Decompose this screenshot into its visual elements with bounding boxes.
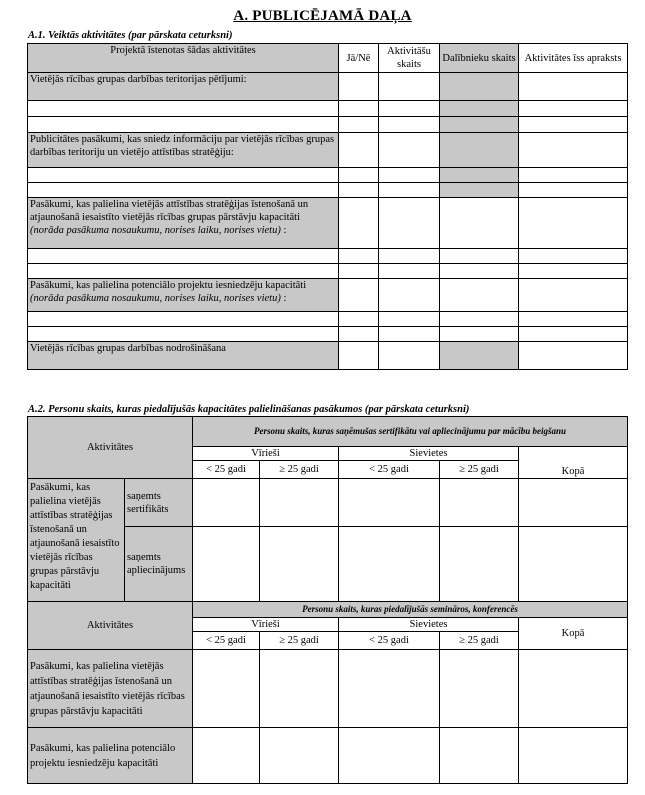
cell-input[interactable] (379, 264, 440, 279)
row-label-lag-capacity-text: Pasākumi, kas palielina vietējās attīstības stratēģijas īstenošanā un atjaunošanā iesaistīto vietējās rīcības grupas pārstāvju kapacitāti (30, 199, 309, 223)
row-label-lag-capacity-note: (norāda pasākuma nosaukumu, norises laiku, norises vietu) (30, 225, 281, 236)
men-header-2: Vīrieši (193, 618, 339, 632)
col-header-yes-no: Jā/Nē (339, 44, 379, 73)
cell-input[interactable] (260, 728, 339, 784)
cell-input[interactable] (379, 198, 440, 249)
cell-input[interactable] (379, 117, 440, 133)
activities-header-2: Aktivitātes (28, 602, 193, 650)
cell-input[interactable] (379, 327, 440, 342)
cell-input[interactable] (379, 312, 440, 327)
cell-input[interactable] (440, 279, 519, 312)
cell-input[interactable] (519, 133, 628, 168)
cell-input[interactable] (519, 168, 628, 183)
cell-input[interactable] (519, 728, 628, 784)
cell-input[interactable] (339, 101, 379, 117)
row-label-applicant-capacity-note: (norāda pasākuma nosaukumu, norises laiku, norises vietu) (30, 293, 281, 304)
cell-input[interactable] (339, 183, 379, 198)
cell-input[interactable] (519, 479, 628, 527)
cell-shaded (440, 117, 519, 133)
cell-input[interactable] (28, 117, 339, 133)
cell-input[interactable] (28, 249, 339, 264)
cell-input[interactable] (339, 168, 379, 183)
cell-shaded (440, 101, 519, 117)
cell-input[interactable] (440, 527, 519, 602)
cell-input[interactable] (339, 728, 440, 784)
colon: : (280, 293, 287, 304)
cell-input[interactable] (519, 101, 628, 117)
cell-input[interactable] (28, 168, 339, 183)
cell-input[interactable] (519, 279, 628, 312)
cell-input[interactable] (440, 264, 519, 279)
row-label-lag-operation: Vietējās rīcības grupas darbības nodrošināšana (28, 342, 339, 370)
cell-input[interactable] (339, 479, 440, 527)
cell-input[interactable] (339, 264, 379, 279)
cell-input[interactable] (379, 279, 440, 312)
cell-input[interactable] (260, 650, 339, 728)
cell-input[interactable] (193, 527, 260, 602)
cell-input[interactable] (519, 527, 628, 602)
cell-shaded (440, 168, 519, 183)
men-lt25-header: < 25 gadi (193, 461, 260, 479)
women-lt25-header: < 25 gadi (339, 632, 440, 650)
row-label-lag-capacity-seminars: Pasākumi, kas palielina vietējās attīstības stratēģijas īstenošanā un atjaunošanā iesaistīto vietējās rīcības grupas pārstāvju kapacitāti (28, 650, 193, 728)
cell-input[interactable] (193, 479, 260, 527)
row-label-applicant-capacity-seminars: Pasākumi, kas palielina potenciālo projektu iesniedzēju kapacitāti (28, 728, 193, 784)
row-label-publicity: Publicitātes pasākumi, kas sniedz informāciju par vietējās rīcības grupas darbības teritoriju un vietējo attīstības stratēģiju: (28, 133, 339, 168)
page-title: A. PUBLICĒJAMĀ DAĻA (233, 8, 412, 24)
activities-header-1: Aktivitātes (28, 417, 193, 479)
cell-input[interactable] (339, 249, 379, 264)
cell-input[interactable] (339, 117, 379, 133)
cell-input[interactable] (28, 327, 339, 342)
cell-input[interactable] (339, 133, 379, 168)
cell-input[interactable] (28, 264, 339, 279)
cell-input[interactable] (440, 312, 519, 327)
cell-input[interactable] (260, 479, 339, 527)
cell-input[interactable] (519, 198, 628, 249)
persons-table (27, 416, 628, 784)
women-ge25-header: ≥ 25 gadi (440, 632, 519, 650)
cell-input[interactable] (28, 101, 339, 117)
cell-input[interactable] (379, 168, 440, 183)
cell-shaded (440, 183, 519, 198)
cell-input[interactable] (519, 117, 628, 133)
cell-input[interactable] (379, 183, 440, 198)
cell-input[interactable] (339, 650, 440, 728)
seminar-persons-header: Personu skaits, kuras piedalījušās semināros, konferencēs (193, 602, 628, 618)
cell-input[interactable] (193, 650, 260, 728)
women-lt25-header: < 25 gadi (339, 461, 440, 479)
cell-input[interactable] (519, 264, 628, 279)
col-header-activities: Projektā īstenotas šādas aktivitātes (28, 44, 339, 73)
cell-input[interactable] (440, 479, 519, 527)
row-label-applicant-capacity-text: Pasākumi, kas palielina potenciālo projektu iesniedzēju kapacitāti (30, 280, 307, 291)
cell-shaded (440, 342, 519, 370)
cell-input[interactable] (519, 73, 628, 101)
row-label-research: Vietējās rīcības grupas darbības teritorijas pētījumi: (28, 73, 339, 101)
sub-label-certificate: saņemts sertifikāts (125, 479, 193, 527)
cell-input[interactable] (519, 249, 628, 264)
cell-input[interactable] (339, 279, 379, 312)
men-header-1: Vīrieši (193, 447, 339, 461)
cell-input[interactable] (339, 327, 379, 342)
cell-input[interactable] (379, 73, 440, 101)
cell-input[interactable] (379, 342, 440, 370)
col-header-description: Aktivitātes īss apraksts (519, 44, 628, 73)
sub-label-confirmation: saņemts apliecinājums (125, 527, 193, 602)
cell-input[interactable] (440, 198, 519, 249)
cell-input[interactable] (379, 101, 440, 117)
cell-input[interactable] (519, 183, 628, 198)
row-label-applicant-capacity (28, 279, 339, 312)
cell-input[interactable] (519, 342, 628, 370)
section-a2-heading: A.2. Personu skaits, kuras piedalījušās kapacitātes palielināšanas pasākumos (par pārskata ceturksni) (28, 404, 470, 415)
cell-input[interactable] (519, 312, 628, 327)
cell-input[interactable] (339, 527, 440, 602)
section-a1-heading: A.1. Veiktās aktivitātes (par pārskata ceturksni) (28, 30, 233, 41)
cell-input[interactable] (379, 249, 440, 264)
total-header-1: Kopā (519, 447, 628, 479)
cell-input[interactable] (379, 133, 440, 168)
men-ge25-header: ≥ 25 gadi (260, 632, 339, 650)
cell-shaded (440, 73, 519, 101)
cell-input[interactable] (339, 73, 379, 101)
women-header-2: Sievietes (339, 618, 519, 632)
cell-input[interactable] (193, 728, 260, 784)
cell-input[interactable] (440, 249, 519, 264)
cell-input[interactable] (440, 327, 519, 342)
cell-input[interactable] (28, 183, 339, 198)
cell-input[interactable] (519, 650, 628, 728)
cell-input[interactable] (519, 327, 628, 342)
cell-input[interactable] (28, 312, 339, 327)
cell-input[interactable] (440, 728, 519, 784)
cell-input[interactable] (440, 650, 519, 728)
certified-persons-header: Personu skaits, kuras saņēmušas sertifikātu vai apliecinājumu par mācību beigšanu (193, 417, 628, 447)
cell-input[interactable] (260, 527, 339, 602)
cell-shaded (440, 133, 519, 168)
men-lt25-header: < 25 gadi (193, 632, 260, 650)
women-ge25-header: ≥ 25 gadi (440, 461, 519, 479)
row-label-lag-capacity (28, 198, 339, 249)
col-header-participant-count: Dalībnieku skaits (440, 44, 519, 73)
women-header-1: Sievietes (339, 447, 519, 461)
col-header-activity-count: Aktivitāšu skaits (379, 44, 440, 73)
total-header-2: Kopā (519, 618, 628, 650)
colon: : (280, 225, 287, 236)
activities-table (27, 43, 628, 370)
cell-input[interactable] (339, 312, 379, 327)
men-ge25-header: ≥ 25 gadi (260, 461, 339, 479)
cell-input[interactable] (339, 198, 379, 249)
row-label-lag-capacity-persons: Pasākumi, kas palielina vietējās attīstības stratēģijas īstenošanā un atjaunošanā iesaistīto vietējās rīcības grupas pārstāvju kapacitāti (28, 479, 125, 602)
cell-input[interactable] (339, 342, 379, 370)
